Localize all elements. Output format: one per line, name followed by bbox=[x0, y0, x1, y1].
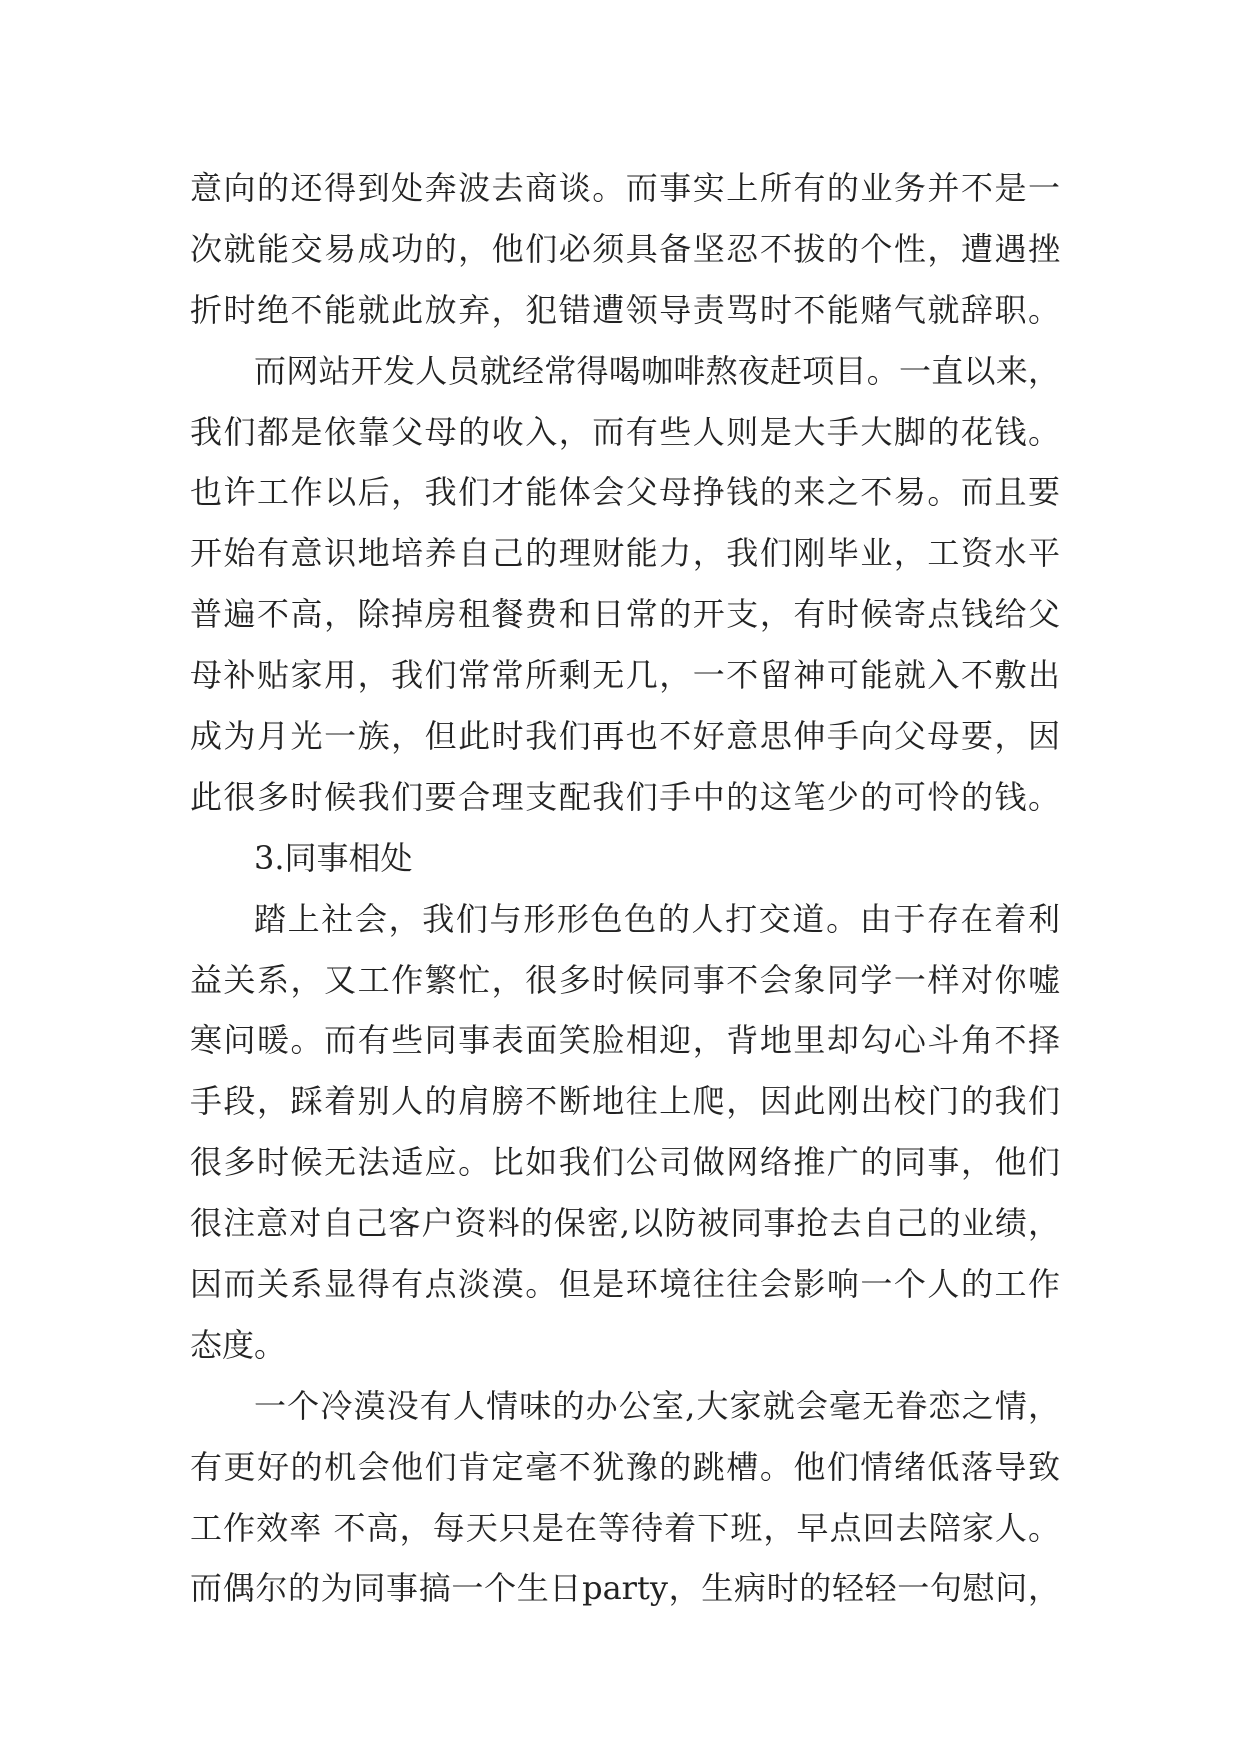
text-line: 手段，踩着别人的肩膀不断地往上爬，因此刚出校门的我们 bbox=[190, 1082, 1060, 1121]
text-line: 工作效率 不高，每天只是在等待着下班，早点回去陪家人。 bbox=[190, 1508, 1060, 1547]
text-line: 而偶尔的为同事搞一个生日party，生病时的轻轻一句慰问， bbox=[190, 1569, 1060, 1608]
text-line: 很多时候无法适应。比如我们公司做网络推广的同事，他们 bbox=[190, 1143, 1060, 1182]
paragraph-last-line: 态度。 bbox=[190, 1325, 287, 1364]
text-line: 折时绝不能就此放弃，犯错遭领导责骂时不能赌气就辞职。 bbox=[190, 290, 1060, 329]
document-body bbox=[190, 158, 1060, 1619]
paragraph-first-line: 而网站开发人员就经常得喝咖啡熬夜赶项目。一直以来， bbox=[254, 351, 1060, 390]
section-heading: 3.同事相处 bbox=[254, 838, 413, 877]
text-line: 母补贴家用，我们常常所剩无几，一不留神可能就入不敷出 bbox=[190, 656, 1060, 695]
text-line: 普遍不高，除掉房租餐费和日常的开支，有时候寄点钱给父 bbox=[190, 595, 1060, 634]
text-line: 成为月光一族，但此时我们再也不好意思伸手向父母要，因 bbox=[190, 717, 1060, 756]
text-line: 开始有意识地培养自己的理财能力，我们刚毕业，工资水平 bbox=[190, 534, 1060, 573]
paragraph-first-line: 一个冷漠没有人情味的办公室,大家就会毫无眷恋之情， bbox=[254, 1386, 1060, 1425]
text-line: 有更好的机会他们肯定毫不犹豫的跳槽。他们情绪低落导致 bbox=[190, 1447, 1060, 1486]
text-line: 益关系，又工作繁忙，很多时候同事不会象同学一样对你嘘 bbox=[190, 960, 1060, 999]
text-line: 也许工作以后，我们才能体会父母挣钱的来之不易。而且要 bbox=[190, 473, 1060, 512]
text-line: 此很多时候我们要合理支配我们手中的这笔少的可怜的钱。 bbox=[190, 777, 1060, 816]
paragraph-first-line: 踏上社会，我们与形形色色的人打交道。由于存在着利 bbox=[254, 899, 1060, 938]
text-line: 次就能交易成功的，他们必须具备坚忍不拔的个性，遭遇挫 bbox=[190, 229, 1060, 268]
text-line: 意向的还得到处奔波去商谈。而事实上所有的业务并不是一 bbox=[190, 169, 1060, 207]
text-line: 很注意对自己客户资料的保密,以防被同事抢去自己的业绩， bbox=[190, 1204, 1060, 1243]
text-line: 寒问暖。而有些同事表面笑脸相迎，背地里却勾心斗角不择 bbox=[190, 1021, 1060, 1060]
text-line: 因而关系显得有点淡漠。但是环境往往会影响一个人的工作 bbox=[190, 1265, 1060, 1304]
text-line: 我们都是依靠父母的收入，而有些人则是大手大脚的花钱。 bbox=[190, 412, 1060, 451]
